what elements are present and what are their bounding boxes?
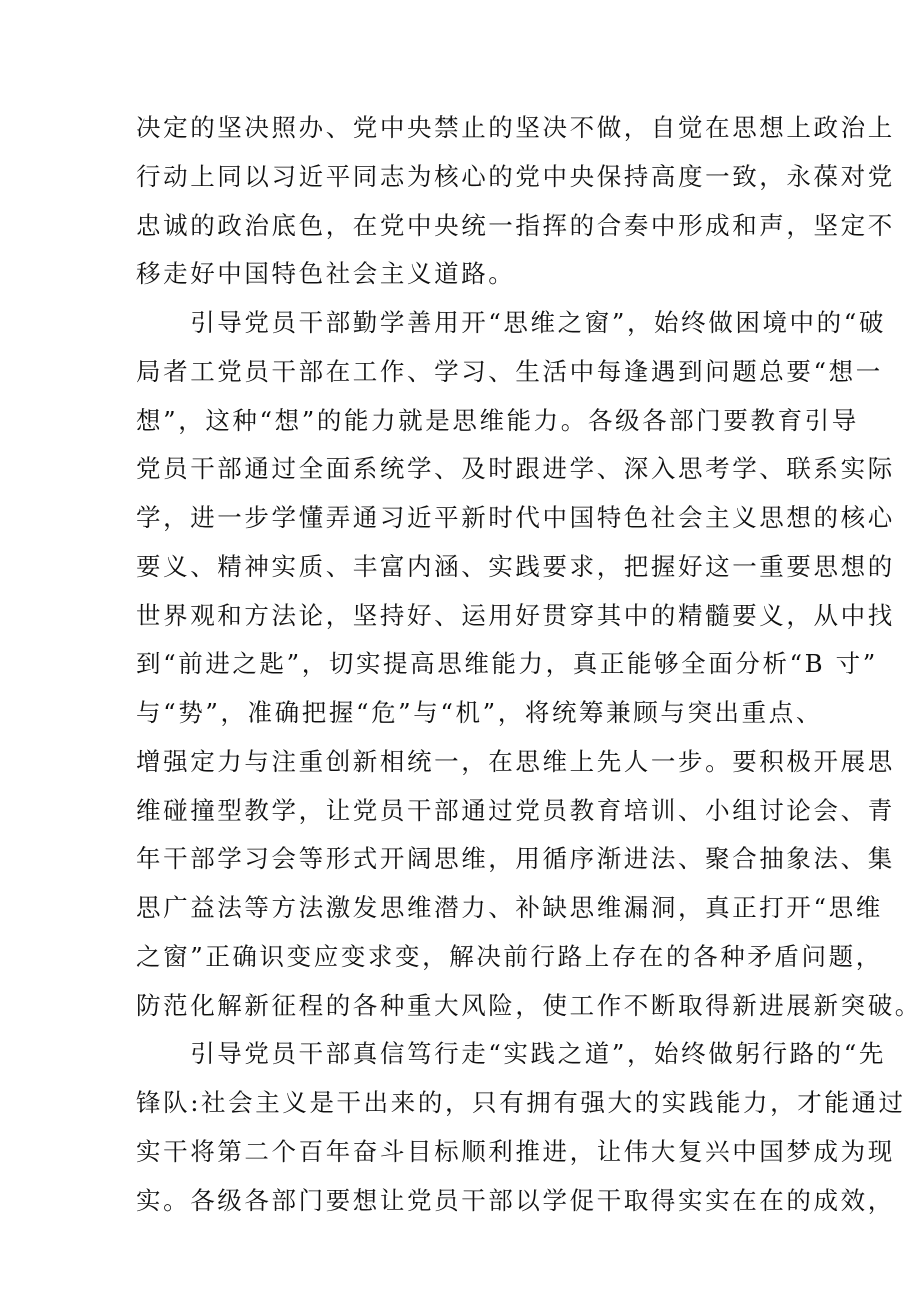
text-line: 防范化解新征程的各种重大风险，使工作不断取得新进展新突破。 [136,990,922,1020]
text-line: 想”，这种“想”的能力就是思维能力。各级各部门要教育引导 [136,405,859,435]
text-line: 引导党员干部真信笃行走“实践之道”，始终做躬行路的“先 [136,1039,886,1069]
text-line: 之窗”正确识变应变求变，解决前行路上存在的各种矛盾问题， [136,941,883,971]
text-line: 与“势”，准确把握“危”与“机”，将统筹兼顾与突出重点、 [136,698,823,727]
text-line: 思广益法等方法激发思维潜力、补缺思维漏洞，真正打开“思维 [136,893,883,922]
text-line: 引导党员干部勤学善用开“思维之窗”，始终做困境中的“破 [136,308,886,337]
text-line: 到“前进之匙”，切实提高思维能力，真正能够全面分析“B 寸” [136,649,878,679]
text-line: 增强定力与注重创新相统一，在思维上先人一步。要积极开展思 [136,746,895,776]
text-line: 决定的坚决照办、党中央禁止的坚决不做，自觉在思想上政治上 [136,113,895,142]
text-line: 移走好中国特色社会主义道路。 [136,259,516,289]
text-line: 维碰撞型教学，让党员干部通过党员教育培训、小组讨论会、青 [136,795,895,825]
text-line: 忠诚的政治底色，在党中央统一指挥的合奏中形成和声，坚定不 [136,210,895,240]
text-line: 锋队:社会主义是干出来的，只有拥有强大的实践能力，才能通过 [136,1088,906,1117]
text-line: 学，进一步学懂弄通习近平新时代中国特色社会主义思想的核心 [136,503,895,532]
text-line: 世界观和方法论，坚持好、运用好贯穿其中的精髓要义，从中找 [136,600,895,630]
text-line: 党员干部通过全面系统学、及时跟进学、深入思考学、联系实际 [136,454,895,484]
text-line: 年干部学习会等形式开阔思维，用循序渐进法、聚合抽象法、集 [136,844,895,874]
text-line: 实。各级各部门要想让党员干部以学促干取得实实在在的成效， [136,1185,895,1215]
text-line: 局者工党员干部在工作、学习、生活中每逢遇到问题总要“想一 [136,356,883,386]
text-line: 行动上同以习近平同志为核心的党中央保持高度一致，永葆对党 [136,161,895,191]
body-text [136,104,922,1225]
text-line: 要义、精神实质、丰富内涵、实践要求，把握好这一重要思想的 [136,551,895,581]
text-line: 实干将第二个百年奋斗目标顺利推进，让伟大复兴中国梦成为现 [136,1136,895,1166]
